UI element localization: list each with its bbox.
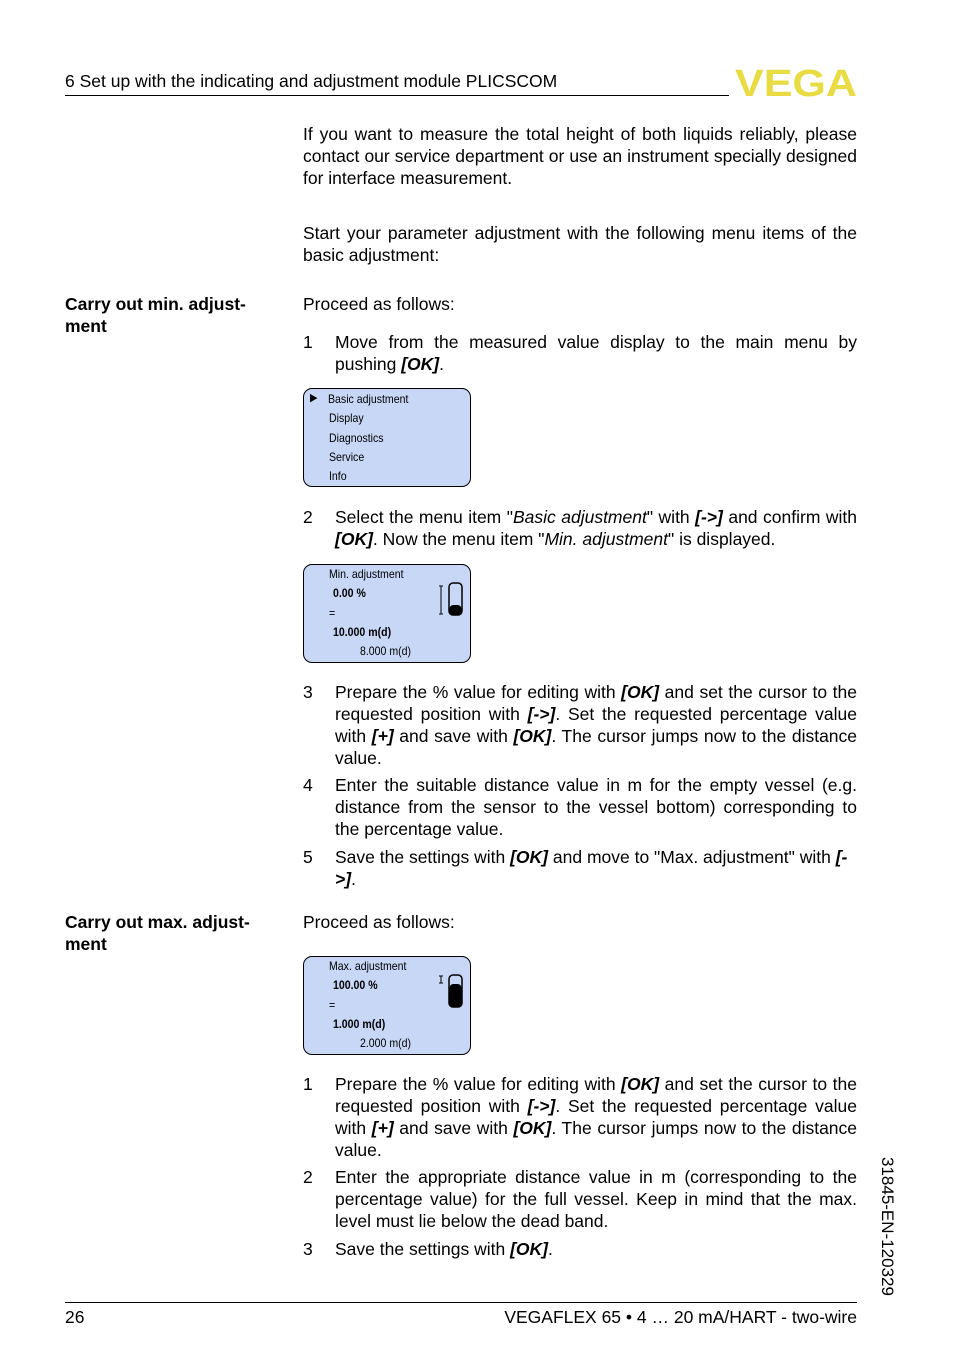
step-number: 1 [303,1074,313,1094]
step-text [335,846,857,890]
step-text-part: and set the cursor to the requested position with [335,682,857,724]
min-adjustment-heading: Carry out min. adjust-ment [65,294,246,336]
ok-key: [OK] [335,529,373,549]
step-text-part: . Set the requested percentage value with [335,704,857,746]
arrow-key: [->] [335,847,848,889]
step-text-part: Basic adjustment [512,507,647,527]
step-text-part: Save the settings with [335,1239,511,1259]
display-percent: 100.00 % [333,978,378,992]
step-text: Enter the appropriate distance value in m (corresponding to the percentage value) for the full vessel. Keep in mind that the max. level must lie below the dead band. [335,1167,857,1231]
step-number: 1 [303,332,313,352]
max-adjustment-display [303,956,471,1055]
step-text-part: . Now the menu item " [372,529,545,549]
arrow-key: [->] [527,704,556,724]
display-percent: 0.00 % [333,586,366,600]
intro-paragraph-2: Start your parameter adjustment with the following menu items of the basic adjustment: [303,223,857,265]
step-text [335,1073,857,1161]
arrow-key: [->] [527,1096,556,1116]
step-number: 4 [303,775,313,795]
menu-item-diagnostics: Diagnostics [329,431,384,445]
display-distance: 10.000 m(d) [333,625,392,639]
plus-key: [+] [371,1118,394,1138]
step-text-part: and move to "Max. adjustment" with [548,847,836,867]
display-title: Min. adjustment [329,567,404,581]
svg-text:VEGA: VEGA [735,66,857,98]
footer-rule [65,1302,857,1303]
page-number: 26 [65,1307,85,1327]
menu-item-display: Display [329,411,364,425]
min-adjustment-display [303,564,471,663]
empty-vessel-icon [438,582,464,618]
step-text-part: Prepare the % value for editing with [335,1074,622,1094]
ok-key: [OK] [513,726,552,746]
step-number: 5 [303,847,313,867]
step-text-part: Save the settings with [335,847,511,867]
menu-item-info: Info [329,469,347,483]
step-number: 3 [303,1239,313,1259]
arrow-key: [->] [695,507,723,527]
menu-item-service: Service [329,450,365,464]
full-vessel-icon [438,974,464,1010]
step-text-part: . The cursor jumps now to the distance value. [335,1118,858,1160]
ok-key: [OK] [510,847,549,867]
step-text [335,506,857,550]
step-text-part: " is displayed. [668,529,776,549]
step-text [335,1238,857,1260]
menu-item-basic-adjustment: Basic adjustment [328,392,409,406]
step-number: 2 [303,1167,313,1187]
step-text-part: . [351,869,356,889]
step-text-part: Min. adjustment [544,529,668,549]
display-current-value: 2.000 m(d) [360,1036,412,1050]
step-text-part: Move from the measured value display to the main menu by pushing [335,332,857,374]
display-distance: 1.000 m(d) [333,1017,386,1031]
min-proceed-text: Proceed as follows: [303,294,455,314]
step-number: 3 [303,682,313,702]
vega-logo [735,66,857,98]
ok-key: [OK] [510,1239,549,1259]
menu-display [303,388,471,487]
step-text-part: and confirm with [722,507,858,527]
step-text-part: and save with [393,1118,514,1138]
header-rule [65,95,729,96]
ok-key: [OK] [401,354,440,374]
step-text: Enter the suitable distance value in m for the empty vessel (e.g. distance from the sensor to the vessel bottom) corresponding to the percentage value. [335,775,857,839]
step-text-part: " with [646,507,696,527]
step-text-part: . The cursor jumps now to the distance value. [335,726,858,768]
ok-key: [OK] [621,682,660,702]
document-number: 31845-EN-120329 [878,1157,897,1296]
max-adjustment-heading: Carry out max. adjust-ment [65,912,250,954]
max-proceed-text: Proceed as follows: [303,912,455,932]
step-text: Move from the measured value display to the main menu by pushing [OK]. [335,332,857,374]
ok-key: [OK] [513,1118,552,1138]
step-text-part: Prepare the % value for editing with [335,682,622,702]
display-equals: = [329,606,336,620]
step-text-part: and save with [393,726,514,746]
intro-paragraph-1: If you want to measure the total height of both liquids reliably, please contact our service department or use an instrument specially designed for interface measurement. [303,124,857,188]
display-equals: = [329,998,336,1012]
step-text-part: . Set the requested percentage value with [335,1096,857,1138]
menu-arrow-icon: ▶ [310,392,318,404]
footer-title: VEGAFLEX 65 • 4 … 20 mA/HART - two-wire [504,1307,857,1327]
step-number: 2 [303,507,313,527]
display-current-value: 8.000 m(d) [360,644,412,658]
step-text-part: and set the cursor to the requested position with [335,1074,857,1116]
step-text-part: . [548,1239,553,1259]
ok-key: [OK] [621,1074,660,1094]
section-title: 6 Set up with the indicating and adjustment module PLICSCOM [65,71,558,91]
step-text [335,681,857,769]
plus-key: [+] [371,726,394,746]
step-text-part: Select the menu item " [335,507,513,527]
display-title: Max. adjustment [329,959,407,973]
